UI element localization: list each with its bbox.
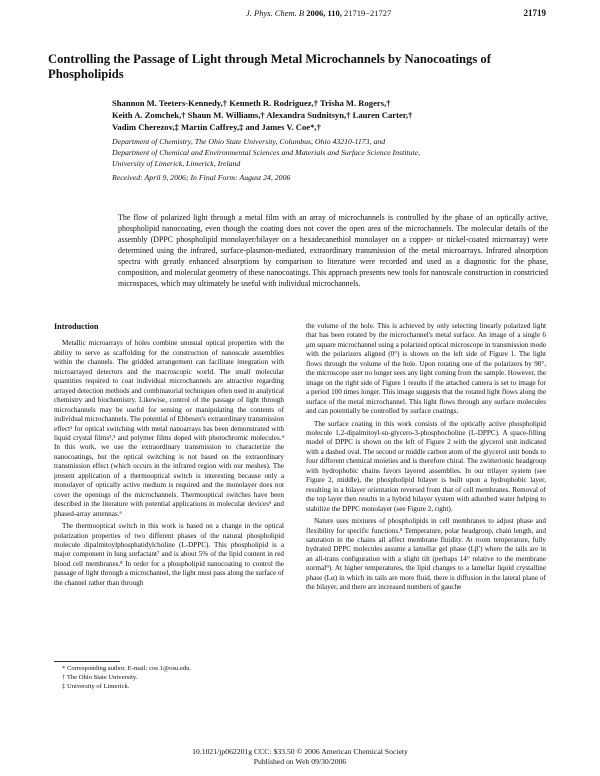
affiliations [112,136,542,169]
affiliation-line: Department of Chemical and Environmental Sciences and Materials and Surface Science Institute, [112,148,421,157]
doi-copyright-line: 10.1021/jp062201g CCC: $33.50 © 2006 American Chemical Society [192,747,408,756]
body-paragraph: Nature uses mixtures of phospholipids in cell membranes to adjust phase and flexibility for specific functions.⁸ Temperature, polar headgroup, chain length, and saturation in the chains all affect membrane fluidity. At room temperature, fully hydrated DPPC molecules assume a lamellar gel phase (Lβ′) where the tails are in an all-trans configuration with a slight tilt (perhaps 14° relative to the membrane normal⁹). At higher temperatures, the lipid changes to a lamellar liquid crystalline phase (Lα) in which its tails are more fluid, there is diffusion in the lateral plane of the bilayer, and there are increased numbers of gauche [306,517,546,592]
footnote-affiliation: † The Ohio State University. [62,674,138,681]
journal-name: J. Phys. Chem. B [246,8,305,18]
author-line: Keith A. Zomchek,† Shaun M. Williams,† Alexandra Sudnitsyn,† Lauren Carter,† [112,110,413,121]
body-paragraph: The thermooptical switch in this work is based on a change in the optical polarization properties of two different phases of the natural phospholipid molecule dipalmitoylphosphatidylcholine (L-DPPC). This phospholipid is a major component in lung surfactant⁷ and is about 5% of the lipid content in red blood cell membranes.⁸ In order for a phospholipid nanocoating to control the passage of light through a microchannel, the light must pass along the surface of the channel rather than through [54,522,284,587]
section-heading-introduction: Introduction [54,322,99,331]
footnote-corresponding-author: * Corresponding author. E-mail: coe.1@osu.edu. [62,665,192,672]
author-list [112,97,542,134]
footnotes [62,664,282,691]
publication-info [0,747,600,766]
journal-year-volume: 2006, 110, [306,8,342,18]
abstract-text: The flow of polarized light through a metal film with an array of microchannels is controlled by the phase of an optically active, phospholipid nanocoating, even though the coating does not cover the open area of the microchannels. The molecular details of the assembly (DPPC phospholipid monolayer/bilayer on a hexadecanethiol monolayer on a copper- or nickel-coated microarray) were determined using the infrared, surface-plasmon-mediated, extraordinary transmission of the metal microarrays. Infrared absorption spectra with greatly enhanced absorptions by comparison to literature were recorded and used as a diagnostic for the phase, composition, and molecular geometry of these nanocoatings. This approach presents new tools for nanoscale construction in constricted microspaces, which may ultimately be useful with individual microchannels. [118,213,548,288]
abstract [118,212,548,289]
body-paragraph: The surface coating in this work consists of the optically active phospholipid molecule 1,2-dipalmitoyl-sn-glycero-3-phosphocholine (L-DPPC). A space-filling model of DPPC is shown on the left of Figure 2 with the glycerol unit indicated with a dashed oval. The second or middle carbon atom of the glycerol unit bonds to four different chemical moieties and is therefore chiral. The zwitterionic headgroup with hydrophobic chains favors layered assemblies. In our trilayer system (see Figure 2, middle), the phospholipid bilayer is built upon a hydrophobic layer, resulting in a bilayer orientation reversed from that of cell membranes. Removal of the top layer then results in a hybrid bilayer system with adsorbed water helping to stabilize the DPPC monolayer (see Figure 2, right). [306,419,546,513]
running-head [0,8,600,22]
journal-reference [246,8,391,18]
journal-pages: 21719−21727 [343,8,392,18]
page-number: 21719 [523,8,546,18]
article-title: Controlling the Passage of Light through Metal Microchannels by Nanocoatings of Phospholipids [48,52,491,81]
body-paragraph: the volume of the hole. This is achieved by only selecting linearly polarized light that has been rotated by the microchannel's metal surface. An image of a single 6 μm square microchannel using a polarized optical microscope in transmission mode with the polarizers aligned (0°) is shown on the left side of Figure 1. The light flows through the volume of the hole. Upon rotating one of the polarizers by 90°, the microscope user no longer sees any light coming from the sample. However, the image on the right side of Figure 1 results if the attached camera is set to image for a period 100 times longer. This image suggests that the rotated light flows along the surface of the metal microchannel. This light flows through any surface molecules and can potentially be controlled by surface coatings. [306,322,546,416]
author-line: Vadim Cherezov,‡ Martin Caffrey,‡ and James V. Coe*,† [112,122,321,133]
published-date-line: Published on Web 09/30/2006 [253,756,347,766]
footnote-affiliation: ‡ University of Limerick. [62,683,130,690]
body-column-left [54,322,284,591]
affiliation-line: University of Limerick, Limerick, Ireland [112,159,241,168]
body-paragraph: Metallic microarrays of holes combine unusual optical properties with the ability to serve as scaffolding for the construction of nanoscale assemblies within the channels. The gridded arrangement can facilitate integration with microarrayed detectors and the macroscopic world. The small molecular quantities required to coat individual microchannels are attractive regarding arrayed detection methods and combinatorial techniques often used in analytical chemistry and biochemistry. Likewise, control of the passage of light through microchannels may be useful for sensing or manipulating the contents of individual microchannels. The potential of Ebbesen's extraordinary transmission effect¹ for optical switching with metal nanoarrays has been demonstrated with liquid crystal films²,³ and polymer films doped with photochromic molecules.⁴ In this work, we use the extraordinary transmission to characterize the nanocoatings, but the optical switching is not based on the extraordinary transmission effect (which occurs in the infrared region with our meshes). The present application of a thermooptical switch is interesting because only a monolayer of optically active medium is required and the monolayer does not cover the openings of the microchannels. Thermooptical switches have been described in the literature with potential applications in molecular devices⁵ and phased-array antennas.⁶ [54,339,284,518]
received-dates: Received: April 9, 2006; In Final Form: August 24, 2006 [112,173,291,182]
author-line: Shannon M. Teeters-Kennedy,† Kenneth R. Rodriguez,† Trisha M. Rogers,† [112,98,391,108]
affiliation-line: Department of Chemistry, The Ohio State University, Columbus, Ohio 43210-1173, and [112,137,386,146]
footnote-divider [54,661,120,662]
body-column-right [306,322,546,596]
